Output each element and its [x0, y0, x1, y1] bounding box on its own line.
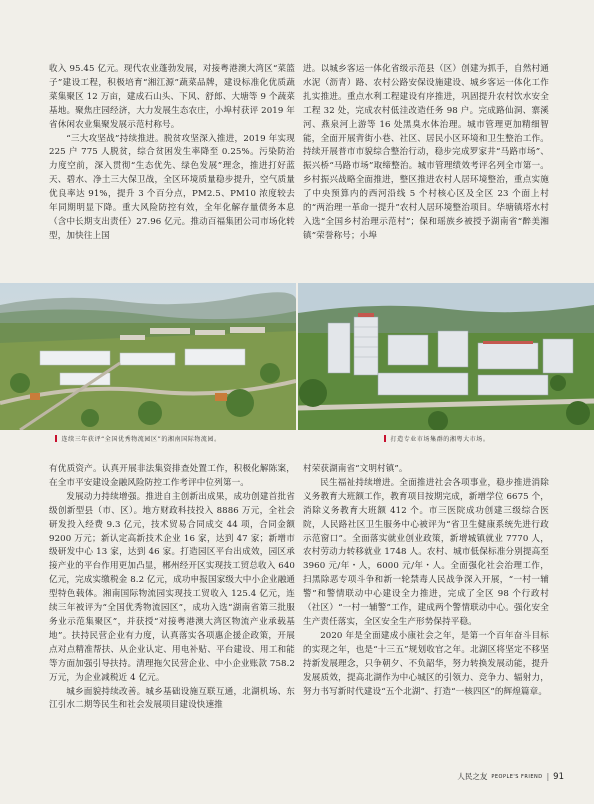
photo-caption-left	[55, 434, 221, 443]
text-column-top-left	[49, 63, 295, 244]
footer-separator: |	[546, 772, 550, 781]
paragraph: 有优质资产。认真开展非法集资排查处置工作，积极化解陈案，在全市平安建设金融风险防控工作考评中位列第一。	[49, 464, 295, 488]
magazine-name-english: PEOPLE'S FRIEND	[491, 773, 543, 780]
paragraph: 收入 95.45 亿元。现代农业蓬勃发展，对接粤港澳大湾区“菜篮子”建设工程，积极培育“湘江源”蔬菜品牌，建设标准化优质蔬菜集聚区 12 万亩，建成石山头、下风、舒郎、大塘等 9 个蔬菜基地。聚焦庄园经济，大力发展生态农庄，小埠村获评 2019 年省休闲农业集聚发展示范村称号。	[49, 64, 295, 130]
text-column-bottom-left	[49, 463, 295, 713]
caption-text: 打造专业市场集群的湘粤大市场。	[390, 436, 490, 443]
paragraph: “三大攻坚战”持续推进。脱贫攻坚深入推进，2019 年实现 225 户 775 人脱贫，综合贫困发生率降至 0.25%。污染防治力度空前，深入贯彻“生态优先、绿色发展”理念，推进打好蓝天、碧水、净土三大保卫战，全区环境质量稳步提升，空气质量优良率达 91%，提升 3 个百分点，PM2.5、PM10 浓度较去年同期明显下降。重大风险防控有效，全年化解存量债务本息（含中长期支出责任）27.96 亿元。推动百福集团公司市场化转型，加快往上国	[49, 133, 295, 241]
caption-marker	[384, 435, 386, 442]
paragraph: 城乡面貌持续改善。城乡基础设施互联互通，北湖机场、东江引水二期等民生和社会发展项目建设快速推	[49, 686, 295, 711]
paragraph: 民生福祉持续增进。全面推进社会各项事业，稳步推进消除义务教育大班额工作，教育项目按期完成，新增学位 6675 个，消除义务教育大班额 412 个。市三医院成功创建三级综合医院，人民路社区卫生服务中心被评为“省卫生健康系统先进行政示范窗口”。全面落实就业创业政策，新增城镇就业 7770 人，农村劳动力转移就业 1748 人。农村、城市低保标准分别提高至 3960 元/年・人，6000 元/年・人。全面强化社会治理工作，扫黑除恶专项斗争和新一轮禁毒人民战争深入开展，“一村一辅警”和警情联动中心建设全力推进，完成了全区 98 个行政村（社区）“一村一辅警”工作，建成两个警情联动中心。强化安全生产责任落实，全区安全生产形势保持平稳。	[303, 477, 549, 627]
text-column-top-right	[303, 63, 549, 244]
paragraph: 村荣获湖南省“文明村镇”。	[303, 464, 408, 474]
text-column-bottom-right	[303, 463, 549, 699]
paragraph: 进。以城乡客运一体化省级示范县（区）创建为抓手，自然村通水泥（沥青）路、农村公路安保设施建设、城乡客运一体化工作扎实推进。重点水利工程建设有序推进，巩固提升农村饮水安全工程 32 处，完成农村低洼改造任务 98 户。完成路仙洞、寨溪河、燕泉河上游等 16 处黑臭水体治理。城市管理更加精细智能，全面开展背街小巷、社区、居民小区环境和卫生整治工作。持续开展普市市貌综合整治行动，稳步完成罗家井“马路市场”、振兴桥“马路市场”取缔整治。城市管理绩效考评名列全市第一。乡村振兴战略全面推进，整区推进农村人居环境整治，重点实施了中央预算内的西河沿线 5 个村核心区及全区 23 个面上村的“两治理一革命一提升”农村人居环境整治项目。华塘镇塔水村入选“全国乡村治理示范村”；保和瑶族乡被授予湖南省“醉美湘镇”荣誉称号；小埠	[303, 64, 549, 241]
page-number: 91	[553, 771, 564, 782]
logistics-park-photo	[0, 283, 296, 430]
photo-caption-right	[384, 434, 490, 443]
paragraph: 2020 年是全面建成小康社会之年，是第一个百年奋斗目标的实现之年，也是“十三五”规划收官之年。北湖区将坚定不移坚持新发展理念，只争朝夕、不负韶华，努力转换发展动能，提升发展质效，提高北湖作为中心城区的引领力、竞争力、辐射力，努力书写新时代建设“五个北湖”、打造“一核四区”的辉煌篇章。	[303, 630, 549, 697]
caption-text: 连续三年获评“全国优秀物流园区”的湘南国际物流园。	[61, 436, 221, 443]
page-footer	[457, 771, 564, 782]
caption-marker	[55, 435, 57, 442]
magazine-name: 人民之友	[457, 772, 488, 781]
paragraph: 发展动力持续增强。推进自主创新出成果，成功创建首批省级创新型县（市、区）。地方财政科技投入 8886 万元，全社会研发投入经费 9.3 亿元，技术贸易合同成交 44 项，合同金额 9200 万元；新认定高新技术企业 16 家，达到 47 家；新增市级研发中心 13 家，达到 46 家。打造园区平台出成效，园区承接产业的平台作用更加凸显，郴州经开区实现技工贸总收入 640 亿元，完成实缴税金 8.2 亿元，成功申报国家级大中小企业融通型特色载体。湘南国际物流园实现技工贸收入 125.4 亿元，连续三年被评为“全国优秀物流园区”，成功入选“湖南省第三批服务业示范集聚区”，并获授“对接粤港澳大湾区物流产业承载基地”。扶持民营企业有力度，认真落实各项惠企援企政策，开展点对点精准帮扶、从企业认定、用电补贴、平台建设、用工和能等方面加强引导扶持。清理拖欠民营企业、中小企业账款 758.2 万元，为企业减税近 4 亿元。	[49, 491, 295, 683]
market-photo	[298, 283, 594, 430]
